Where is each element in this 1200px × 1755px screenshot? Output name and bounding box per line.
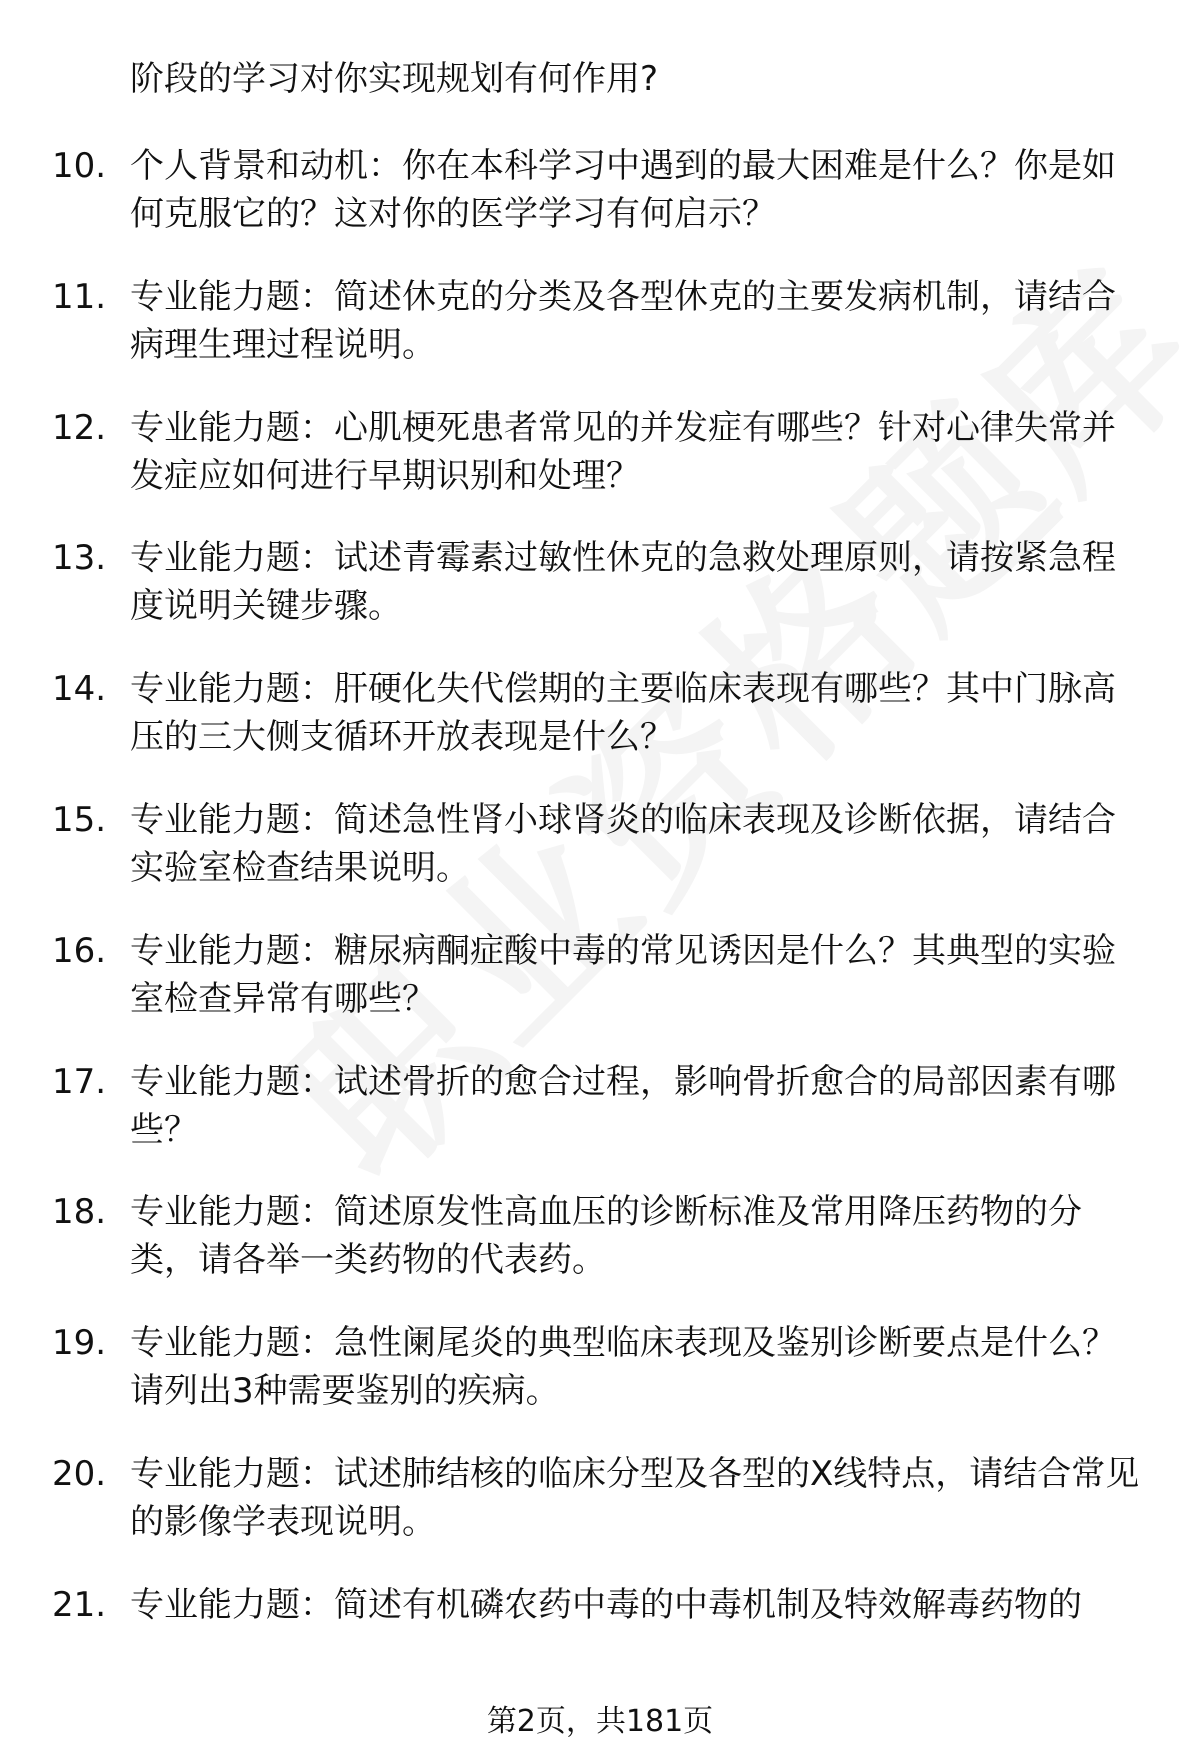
- list-item: [52, 796, 1152, 927]
- item-number: 21.: [52, 1584, 107, 1625]
- item-number: 19.: [52, 1323, 107, 1364]
- item-text: 专业能力题：心肌梗死患者常见的并发症有哪些？针对心律失常并发症应如何进行早期识别和处理？: [130, 407, 1116, 496]
- list-item: [52, 142, 1152, 273]
- item-number: 14.: [52, 669, 107, 710]
- item-text: 专业能力题：急性阑尾炎的典型临床表现及鉴别诊断要点是什么？请列出3种需要鉴别的疾病。: [130, 1323, 1116, 1412]
- item-text: 专业能力题：简述有机磷农药中毒的中毒机制及特效解毒药物的: [130, 1584, 1082, 1625]
- item-number: 11.: [52, 276, 107, 317]
- item-text: 专业能力题：糖尿病酮症酸中毒的常见诱因是什么？其典型的实验室检查异常有哪些？: [130, 930, 1116, 1019]
- item-text: 专业能力题：简述休克的分类及各型休克的主要发病机制，请结合病理生理过程说明。: [130, 276, 1116, 365]
- list-item: [52, 1058, 1152, 1189]
- item-number: 17.: [52, 1061, 107, 1102]
- question-list: [52, 142, 1152, 1712]
- list-item: [52, 665, 1152, 796]
- list-item: [52, 1319, 1152, 1450]
- item-number: 12.: [52, 407, 107, 448]
- item-number: 15.: [52, 799, 107, 840]
- list-item: [52, 404, 1152, 535]
- item-text: 专业能力题：简述原发性高血压的诊断标准及常用降压药物的分类，请各举一类药物的代表药。: [130, 1192, 1082, 1281]
- item-number: 13.: [52, 538, 107, 579]
- item-text: 专业能力题：试述肺结核的临床分型及各型的X线特点，请结合常见的影像学表现说明。: [130, 1453, 1140, 1542]
- list-item: [52, 273, 1152, 404]
- item-number: 20.: [52, 1453, 107, 1494]
- list-item: [52, 1188, 1152, 1319]
- continuation-text: 阶段的学习对你实现规划有何作用?: [130, 59, 659, 99]
- item-number: 10.: [52, 146, 107, 186]
- item-number: 16.: [52, 930, 107, 971]
- list-item: [52, 927, 1152, 1058]
- item-text: 专业能力题：肝硬化失代偿期的主要临床表现有哪些？其中门脉高压的三大侧支循环开放表现是什么？: [130, 669, 1116, 758]
- page-footer: 第2页，共181页: [486, 1704, 714, 1739]
- list-item: [52, 1581, 1152, 1712]
- item-text: 专业能力题：试述骨折的愈合过程，影响骨折愈合的局部因素有哪些？: [130, 1061, 1116, 1150]
- item-text: 专业能力题：简述急性肾小球肾炎的临床表现及诊断依据，请结合实验室检查结果说明。: [130, 799, 1116, 888]
- item-text: 个人背景和动机：你在本科学习中遇到的最大困难是什么？你是如何克服它的？这对你的医学学习有何启示？: [130, 146, 1116, 234]
- list-item: [52, 534, 1152, 665]
- list-item: [52, 1450, 1152, 1581]
- item-text: 专业能力题：试述青霉素过敏性休克的急救处理原则，请按紧急程度说明关键步骤。: [130, 538, 1116, 627]
- item-number: 18.: [52, 1192, 107, 1233]
